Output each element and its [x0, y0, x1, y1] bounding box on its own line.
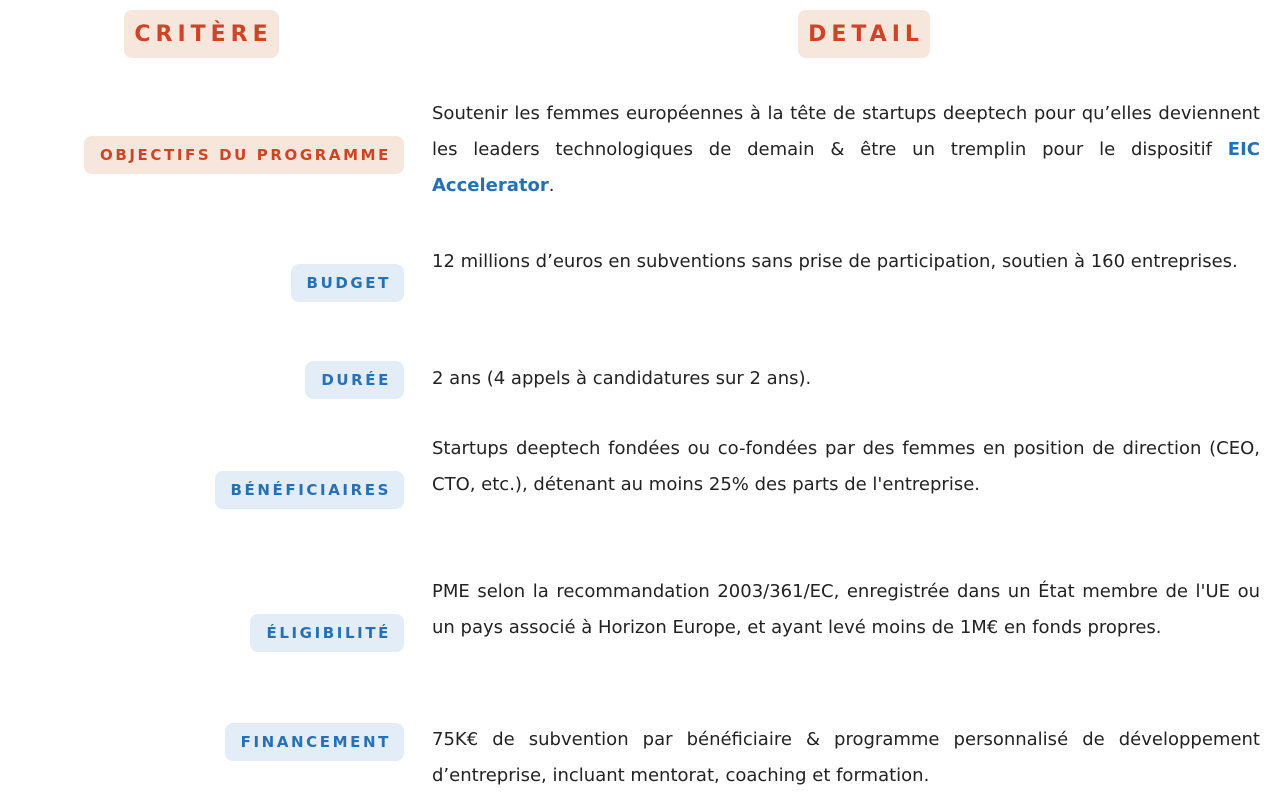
- detail-text-duration: 2 ans (4 appels à candidatures sur 2 ans).: [432, 368, 812, 389]
- detail-text-objectives: [432, 96, 1260, 204]
- detail-text-eligibility: PME selon la recommandation 2003/361/EC, enregistrée dans un État membre de l'UE ou un pays associé à Horizon Europe, et ayant levé moins de 1M€ en fonds propres.: [432, 581, 1260, 638]
- criterion-label-beneficiaries: BÉNÉFICIAIRES: [215, 471, 405, 509]
- criterion-label-objectives: OBJECTIFS DU PROGRAMME: [84, 136, 404, 174]
- detail-text-objectives-end: .: [548, 175, 555, 196]
- eic-accelerator-highlight: EIC Accelerator: [432, 139, 1260, 196]
- detail-text-budget: 12 millions d’euros en subventions sans prise de participation, soutien à 160 entreprises.: [432, 251, 1238, 272]
- criterion-column-header: CRITÈRE: [124, 10, 279, 58]
- criterion-label-eligibility: ÉLIGIBILITÉ: [250, 614, 404, 652]
- detail-text-beneficiaries: Startups deeptech fondées ou co-fondées par des femmes en position de direction (CEO, CTO, etc.), détenant au moins 25% des parts de l'entreprise.: [432, 438, 1260, 495]
- detail-column-header: DETAIL: [798, 10, 930, 58]
- detail-text-objectives-main: Soutenir les femmes européennes à la tête de startups deeptech pour qu’elles deviennent les leaders technologiques de demain & être un tremplin pour le dispositif: [432, 103, 1260, 160]
- detail-text-funding: 75K€ de subvention par bénéficiaire & programme personnalisé de développement d’entreprise, incluant mentorat, coaching et formation.: [432, 729, 1260, 786]
- criterion-label-duration: DURÉE: [305, 361, 404, 399]
- criterion-label-funding: FINANCEMENT: [225, 723, 404, 761]
- criterion-label-budget: BUDGET: [291, 264, 404, 302]
